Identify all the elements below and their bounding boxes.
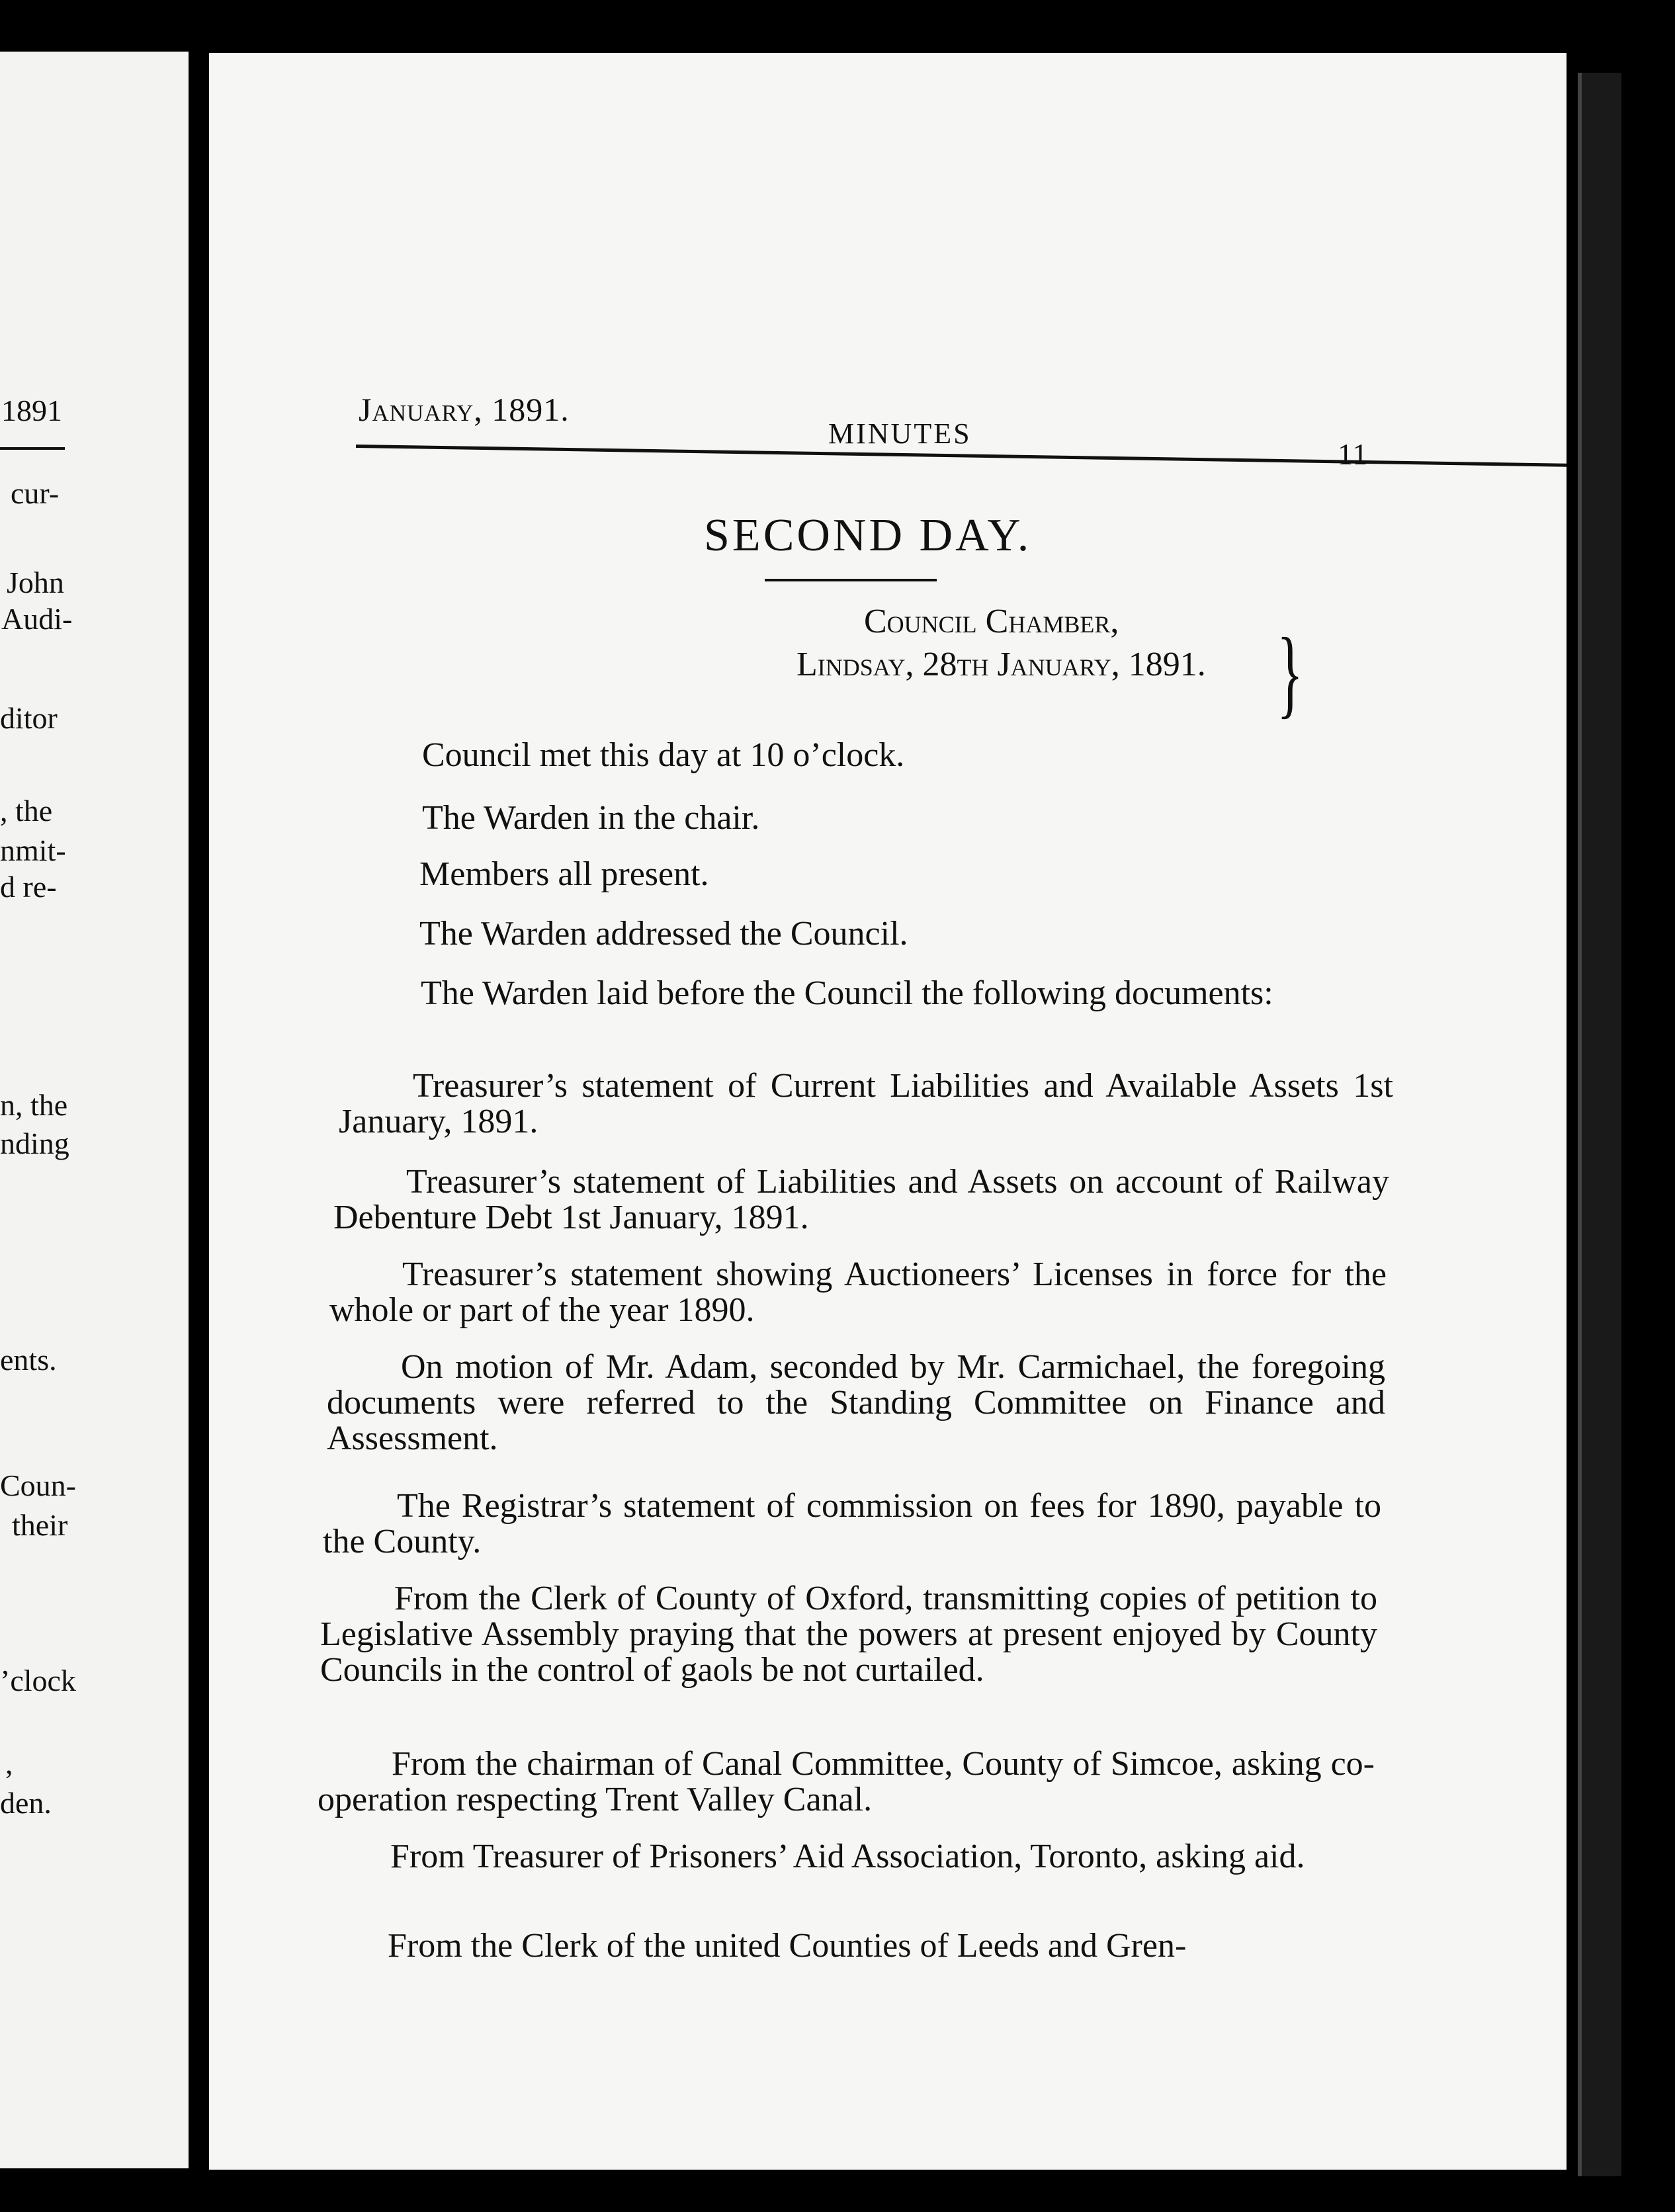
running-head-section: MINUTES [828,417,972,450]
left-page-fragment: nmit- [0,833,66,867]
left-page-fragment: Audi- [1,602,73,636]
left-page-fragment: Coun- [0,1468,76,1502]
left-page-fragment: den. [0,1786,52,1820]
minutes-paragraph: On motion of Mr. Adam, seconded by Mr. Carmichael, the foregoing documents were referred to the Standing Committee on Finance and Assessment. [327,1348,1385,1457]
brace-mark: } [1277,618,1303,728]
left-page-fragment: John [7,566,64,599]
left-page-fragment: , [5,1746,13,1780]
minutes-paragraph: The Warden laid before the Council the following documents: [421,974,1273,1012]
page-number: 11 [1338,437,1369,471]
minutes-paragraph: Treasurer’s statement showing Auctioneers’ Licenses in force for the whole or part of the year 1890. [329,1255,1387,1329]
book-spine-edge [1578,73,1621,2176]
left-page-fragment: ditor [0,701,58,735]
minutes-paragraph: The Warden in the chair. [422,799,760,837]
left-page-fragment: d re- [0,870,57,904]
minutes-paragraph: Members all present. [419,855,709,893]
minutes-paragraph: Treasurer’s statement of Liabilities and Assets on account of Railway Debenture Debt 1st January, 1891. [333,1163,1389,1236]
minutes-paragraph: Council met this day at 10 o’clock. [422,736,905,774]
running-head-date: January, 1891. [359,391,570,428]
minutes-paragraph: From the Clerk of the united Counties of Leeds and Gren- [388,1927,1187,1965]
minutes-paragraph: The Registrar’s statement of commission on fees for 1890, payable to the County. [323,1487,1381,1560]
left-page-edge [0,52,189,2168]
minutes-paragraph: From Treasurer of Prisoners’ Aid Association, Toronto, asking aid. [390,1838,1305,1875]
left-page-fragment: , the [0,794,53,828]
minutes-paragraph: From the Clerk of County of Oxford, transmitting copies of petition to Legislative Assembly praying that the powers at present enjoyed by County Councils in the control of gaols be not curtailed. [320,1580,1377,1689]
left-page-fragment: their [12,1508,68,1542]
left-page-fragment: ents. [0,1343,57,1377]
place-line-2 [796,645,1206,684]
left-page-fragment: cur- [11,476,60,510]
minutes-paragraph: The Warden addressed the Council. [419,915,908,953]
minutes-paragraph: Treasurer’s statement of Current Liabilities and Available Assets 1st January, 1891. [339,1067,1393,1140]
place-line-2-text: Lindsay, 28th January, 1891. [796,646,1206,683]
title-rule [765,579,937,581]
left-page-fragment: n, the [0,1088,68,1122]
place-line-1: Council Chamber, [864,603,1119,640]
left-page-fragment: nding [0,1127,69,1160]
page-title: SECOND DAY. [704,510,1032,561]
left-page-fragment: 1891 [1,394,62,427]
left-page-fragment: ’clock [0,1664,76,1697]
minutes-paragraph: From the chairman of Canal Committee, County of Simcoe, asking co-operation respecting Trent Valley Canal. [318,1745,1375,1818]
left-page-rule [0,447,65,450]
document-page [209,53,1567,2170]
